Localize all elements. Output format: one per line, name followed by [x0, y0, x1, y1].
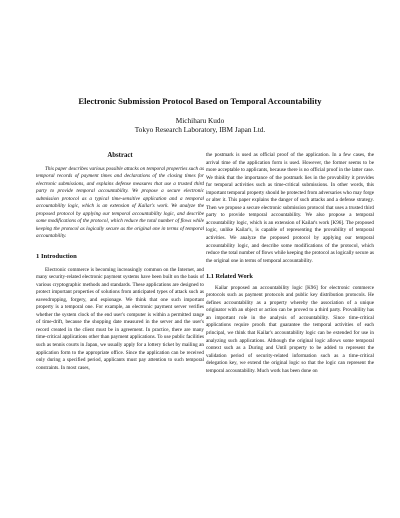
author-block [20, 116, 380, 134]
abstract-heading: Abstract [107, 152, 133, 159]
related-work-paragraph: Kailar proposed an accountability logic [K96] for electronic commerce protocols such as payment protocols and public key distribution protocols. He defines accountability as a property whereby the association of a unique originator with an object or action can be proved to a third party. Provability has an important role in the analysis of accountability. Since time-critical applications require proofs that guarantee the temporal activities of each principal, we think that Kailar's accountability logic can be extended for use in analyzing such applications. Although the original logic allows some temporal context such as a During and Until property to be added to represent the validation period of security-related information such as a time-critical delegation key, we extend the original logic so that the logic can represent the temporal accountability. Much work has been done on [206, 284, 374, 374]
paper-title: Electronic Submission Protocol Based on Temporal Accountability [78, 96, 322, 106]
author-name: Michiharu Kudo [175, 116, 225, 125]
abstract-text: This paper describes various possible attacks on temporal properties such as temporal records of payment times and declarations of the closing times for electronic submissions, and explains defense measures that use a trusted third party to provide temporal accountability. We propose a secure electronic submission protocol as a typical time-sensitive application and a temporal accountability logic, which is an extension of Kailar's work. We analyze the proposed protocol by applying our temporal accountability logic, and describe some modifications of the protocol, which reduce the total number of flows while keeping the protocol as logically secure as the original one in terms of temporal accountability. [36, 165, 204, 240]
subsection-heading-related-work: 1.1 Related Work [206, 273, 253, 281]
author-affiliation: Tokyo Research Laboratory, IBM Japan Ltd. [134, 125, 266, 134]
right-column [206, 152, 374, 375]
intro-continued-paragraph: the postmark is used as official proof of the application. In a few cases, the arrival time of the application form is used. However, the former seems to be more acceptable to applicants, because there is no official proof in the latter case. We think that the importance of the postmark lies in the provability it provides for temporal activities such as time-critical submissions. In other words, this important temporal property should be protected from adversaries who may forge or alter it. This paper explains the danger of such attacks and a defense strategy. Then we propose a secure electronic submission protocol that uses a trusted third party to provide temporal accountability. We also propose a temporal accountability logic, which is an extension of Kailar's work [K96]. The proposed logic, unlike Kailar's, is capable of representing the provability of temporal activities. We analyze the proposed protocol by applying our temporal accountability logic, and describe some modifications of the protocol, which reduce the total number of flows while keeping the protocol as logically secure as the original one in terms of temporal accountability. [206, 152, 375, 264]
left-column [36, 152, 204, 372]
section-heading-introduction: 1 Introduction [36, 253, 77, 261]
intro-paragraph: Electronic commerce is becoming increasingly common on the Internet, and many security-related electronic payment systems have been built on the basis of various cryptographic methods and standards. These applications are designed to protect important properties of solutions from anticipated types of attack such as eavesdropping, forgery, and espionage. We think that one such important property is a temporal one. For example, an electronic payment server verifies whether the system clock of the end user's computer is within a permitted range of time-drift, because the shopping date measured in the server and the user's record created in the client must be in agreement. In practice, there are many time-critical applications other than payment applications. To use public facilities such as tennis courts in Japan, we usually apply for a lottery ticket by mailing an application form to the appropriate office. Since the application can be received only during a specified period, applicants must pay attention to such temporal constraints. In most cases, [36, 266, 204, 371]
